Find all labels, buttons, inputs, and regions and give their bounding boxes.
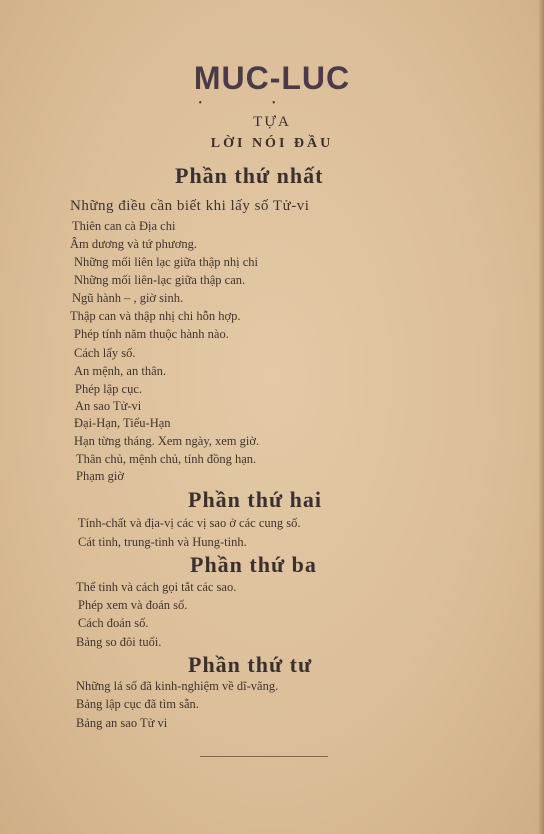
title-dots: •• [198, 98, 346, 109]
part-heading-4: Phần thứ tư [188, 652, 313, 677]
toc-item: Âm dương và tứ phương. [70, 237, 197, 251]
part-heading-2: Phần thứ hai [188, 487, 323, 512]
toc-item: Những mối liên-lạc giữa thập can. [74, 273, 246, 287]
toc-item: Thể tinh và cách gọi tắt các sao. [76, 580, 237, 594]
toc-item: Bảng an sao Tử vi [76, 716, 168, 730]
toc-item: Những điều cần biết khi lấy số Tử-vi [70, 198, 310, 214]
toc-item: Thiên can cà Địa chi [72, 219, 176, 233]
page-title: MUC-LUC [193, 60, 351, 96]
preface-entry: TỰA [253, 114, 291, 130]
toc-item: Phép xem và đoán số. [78, 598, 188, 612]
toc-item: Phạm giờ [76, 469, 124, 483]
foreword-entry: LỜI NÓI ĐẦU [210, 136, 334, 151]
toc-item: Thân chủ, mệnh chủ, tính đồng hạn. [76, 452, 257, 466]
toc-item: Những lá số đã kinh-nghiệm về dĩ-vãng. [76, 679, 279, 693]
toc-item: Đại-Hạn, Tiểu-Hạn [74, 416, 171, 430]
toc-item: An sao Tử-vi [75, 399, 142, 413]
toc-item: Cách lấy số. [74, 346, 136, 360]
toc-item: Phép lập cục. [75, 382, 142, 396]
toc-item: Bảng lập cục đã tìm sẵn. [76, 697, 199, 711]
toc-item: Cát tinh, trung-tinh và Hung-tinh. [78, 535, 247, 549]
part-heading-3: Phần thứ ba [190, 552, 317, 577]
closing-rule [200, 756, 328, 757]
toc-item: Phép tính năm thuộc hành nào. [74, 327, 229, 341]
toc-item: An mệnh, an thân. [74, 364, 166, 378]
part-heading-1: Phần thứ nhất [175, 163, 324, 188]
toc-item: Cách đoán số. [78, 616, 149, 630]
toc-item: Những mối liên lạc giữa thập nhị chi [74, 255, 258, 269]
toc-item: Thập can và thập nhị chi hỗn hợp. [70, 309, 241, 323]
toc-item: Hạn từng tháng. Xem ngày, xem giờ. [74, 434, 260, 448]
toc-item: Ngũ hành – , giờ sinh. [72, 291, 184, 305]
toc-item: Tính-chất và địa-vị các vị sao ở các cung số. [78, 516, 301, 530]
toc-item: Bảng so đôi tuổi. [76, 635, 162, 649]
